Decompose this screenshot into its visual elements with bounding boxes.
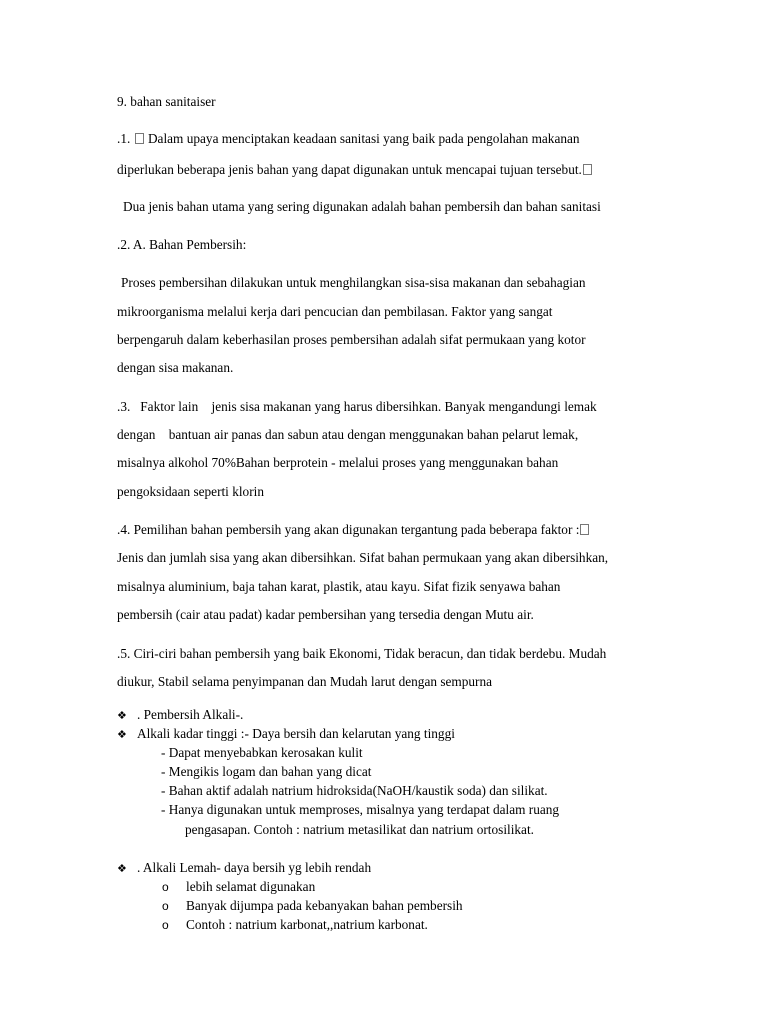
- dash-item-continuation: pengasapan. Contoh : natrium metasilikat dan natrium ortosilikat.: [185, 822, 534, 837]
- sub-bullet-item: [162, 917, 428, 933]
- diamond-bullet-icon: ❖: [117, 709, 127, 722]
- sub-bullet-text: Banyak dijumpa pada kebanyakan bahan pembersih: [186, 898, 463, 913]
- paragraph-4-line: pembersih (cair atau padat) kadar pembersihan yang tersedia dengan Mutu air.: [117, 607, 534, 622]
- dash-item: - Bahan aktif adalah natrium hidroksida(NaOH/kaustik soda) dan silikat.: [161, 783, 548, 798]
- paragraph-text: .4. Pemilihan bahan pembersih yang akan digunakan tergantung pada beberapa faktor :: [117, 522, 580, 537]
- sub-bullet-item: [162, 898, 463, 914]
- paragraph-4-line: misalnya aluminium, baja tahan karat, plastik, atau kayu. Sifat fizik senyawa bahan: [117, 579, 561, 594]
- paragraph-5-line: .5. Ciri-ciri bahan pembersih yang baik Ekonomi, Tidak beracun, dan tidak berdebu. Mudah: [117, 646, 607, 661]
- circle-bullet-icon: o: [162, 918, 169, 932]
- sub-bullet-text: lebih selamat digunakan: [186, 879, 316, 894]
- paragraph-5-line: diukur, Stabil selama penyimpanan dan Mudah larut dengan sempurna: [117, 674, 493, 689]
- paragraph-2-line: mikroorganisma melalui kerja dari pencucian dan pembilasan. Faktor yang sangat: [117, 304, 553, 319]
- paragraph-text: diperlukan beberapa jenis bahan yang dapat digunakan untuk mencapai tujuan tersebut.: [117, 162, 582, 177]
- paragraph-1b: Dua jenis bahan utama yang sering digunakan adalah bahan pembersih dan bahan sanitasi: [123, 199, 601, 214]
- diamond-bullet-icon: ❖: [117, 728, 127, 741]
- sub-bullet-item: [162, 879, 315, 895]
- missing-glyph-icon: [583, 164, 592, 175]
- bullet-text: . Alkali Lemah- daya bersih yg lebih rendah: [137, 860, 372, 875]
- circle-bullet-icon: o: [162, 899, 169, 913]
- section-heading: 9. bahan sanitaiser: [117, 94, 216, 109]
- paragraph-2-line: Proses pembersihan dilakukan untuk menghilangkan sisa-sisa makanan dan sebahagian: [121, 275, 586, 290]
- paragraph-3-line: pengoksidaan seperti klorin: [117, 484, 264, 499]
- diamond-bullet-icon: ❖: [117, 862, 127, 875]
- bullet-item: [117, 707, 243, 724]
- dash-item: - Mengikis logam dan bahan yang dicat: [161, 764, 372, 779]
- bullet-text: . Pembersih Alkali-.: [137, 707, 244, 722]
- paragraph-number: .1.: [117, 131, 131, 146]
- circle-bullet-icon: o: [162, 880, 169, 894]
- paragraph-1-line-2: [117, 162, 593, 178]
- paragraph-text: Dalam upaya menciptakan keadaan sanitasi yang baik pada pengolahan makanan: [147, 131, 580, 146]
- missing-glyph-icon: [580, 524, 589, 535]
- bullet-text: Alkali kadar tinggi :- Daya bersih dan kelarutan yang tinggi: [137, 726, 455, 741]
- paragraph-3-line: .3. Faktor lain jenis sisa makanan yang harus dibersihkan. Banyak mengandungi lemak: [117, 399, 597, 414]
- missing-glyph-icon: [135, 133, 144, 144]
- dash-item: - Dapat menyebabkan kerosakan kulit: [161, 745, 363, 760]
- bullet-item: [117, 726, 455, 743]
- paragraph-1-line-1: [117, 131, 580, 147]
- sub-bullet-text: Contoh : natrium karbonat,,natrium karbonat.: [186, 917, 428, 932]
- paragraph-3-line: misalnya alkohol 70%Bahan berprotein - melalui proses yang menggunakan bahan: [117, 455, 559, 470]
- bullet-item: [117, 860, 371, 877]
- paragraph-4-line: [117, 522, 590, 538]
- paragraph-4-line: Jenis dan jumlah sisa yang akan dibersihkan. Sifat bahan permukaan yang akan dibersihkan,: [117, 550, 609, 565]
- paragraph-2-heading: .2. A. Bahan Pembersih:: [117, 237, 247, 252]
- dash-item: - Hanya digunakan untuk memproses, misalnya yang terdapat dalam ruang: [161, 802, 560, 817]
- paragraph-2-line: dengan sisa makanan.: [117, 360, 234, 375]
- paragraph-3-line: dengan bantuan air panas dan sabun atau dengan menggunakan bahan pelarut lemak,: [117, 427, 579, 442]
- paragraph-2-line: berpengaruh dalam keberhasilan proses pembersihan adalah sifat permukaan yang kotor: [117, 332, 586, 347]
